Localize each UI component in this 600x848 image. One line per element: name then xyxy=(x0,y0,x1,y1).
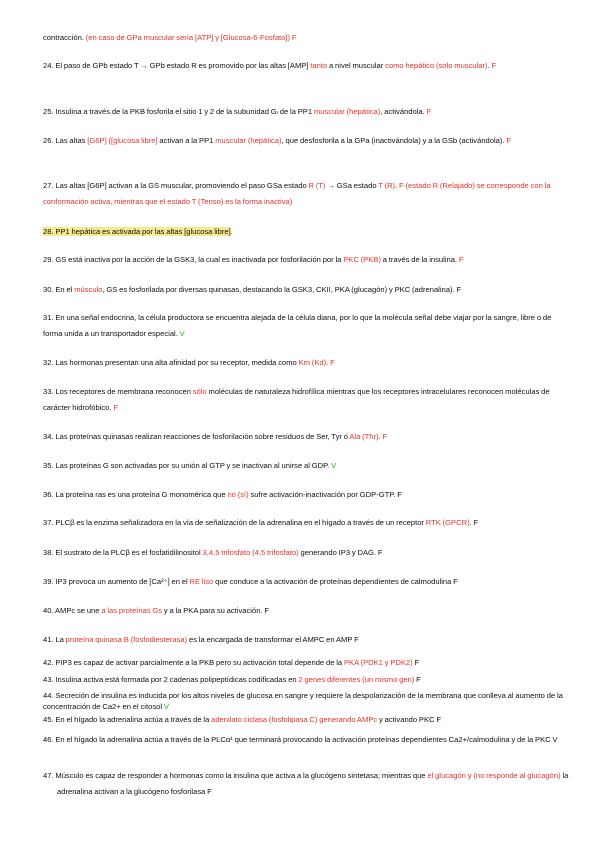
question-text: 47. Músculo es capaz de responder a hormonas como la insulina que activa a la glucógeno sintetasa; mientras que xyxy=(43,771,428,780)
correction-text: como hepático (solo muscular) xyxy=(385,61,488,70)
question-text: a nivel muscular xyxy=(327,61,386,70)
question-text: 40. AMPc se une xyxy=(43,606,102,615)
question-text: 29. GS está inactiva por la acción de la GSK3, la cual es inactivada por fosforilación por la xyxy=(43,255,344,264)
correction-text: a las proteínas Gs xyxy=(101,606,163,615)
correction-text: F xyxy=(113,402,118,412)
question-text: 43. Insulina activa está formada por 2 cadenas polipeptídicas codificadas en xyxy=(43,675,299,684)
question-text: 39. IP3 provoca un aumento de [Ca²⁺] en el xyxy=(43,577,190,586)
question-text: y a la PKA para su activación. F xyxy=(162,606,269,615)
correction-text: Ala (Thr) xyxy=(349,432,379,441)
question-q47 xyxy=(43,768,577,799)
question-q42 xyxy=(43,655,563,671)
question-q33 xyxy=(43,384,563,415)
question-q46 xyxy=(43,732,563,748)
question-text: . xyxy=(395,181,400,190)
question-q39 xyxy=(43,574,563,590)
correction-text: F xyxy=(330,358,335,367)
question-text: es la encargada de transformar el AMPC en AMP F xyxy=(187,635,359,644)
question-q27 xyxy=(43,178,563,209)
question-q32 xyxy=(43,355,563,371)
correction-text: Km (Kd) xyxy=(298,358,327,367)
question-text: a través de la insulina. xyxy=(380,255,459,264)
true-mark: V xyxy=(163,702,169,711)
question-text: 44. Secreción de insulina es inducida por los altos niveles de glucosa en sangre y requiere la despolarización de la membrana que conlleva al aumento de la concentración de Ca2+ en el citosol xyxy=(43,691,563,711)
question-q43 xyxy=(43,672,563,688)
question-text: 33. Los receptores de membrana reconocen xyxy=(43,387,193,396)
question-text: y activando PKC F xyxy=(377,715,441,724)
correction-text: F xyxy=(382,432,388,441)
question-q45 xyxy=(43,712,563,728)
question-text: 34. Las proteínas quinasas realizan reacciones de fosforilación sobre residuos de Ser, Tyr ó xyxy=(43,432,350,441)
correction-text: (en caso de GPa muscular sería [ATP] y [Glucosa-6-Fosfato]) xyxy=(85,33,291,42)
question-text: que conduce a la activación de proteínas dependientes de calmodulina F xyxy=(213,577,458,586)
question-text: 24. El paso de GPb estado T → GPb estado R es promovido por las altas [AMP] xyxy=(43,61,311,70)
question-q44 xyxy=(43,690,563,712)
question-q41 xyxy=(43,632,563,648)
question-text: 26. Las altas xyxy=(43,136,88,145)
question-text: la adrenalina activan a la glucógeno fosforilasa F xyxy=(57,771,569,796)
question-q30 xyxy=(43,282,563,298)
question-q31 xyxy=(43,310,563,341)
correction-text: no (sí) xyxy=(227,490,249,499)
question-text: 45. En el hígado la adrenalina actúa a través de la xyxy=(43,715,212,724)
correction-text: muscular (hepática) xyxy=(215,136,282,145)
correction-text: F xyxy=(426,107,432,116)
question-text: 35. Las proteínas G son activadas por su unión al GTP y se inactivan al unirse al GDP. xyxy=(43,461,332,470)
question-text: , GS es fosforilada por diversas quinasas, destacando la GSK3, CKII, PKA (glucagón) y PKC (adrenalina). F xyxy=(102,285,462,294)
correction-text: [G6P] ([glucosa libre] xyxy=(87,136,158,145)
question-q25 xyxy=(43,104,563,120)
question-text: . xyxy=(326,358,331,367)
correction-text: F (estado R (Relajado) se corresponde con la conformación activa, mientras que el estado T (Tenso) es la forma inactiva) xyxy=(43,181,551,206)
correction-text: R (T) xyxy=(308,181,326,190)
question-q35 xyxy=(43,458,563,474)
correction-text: PKC (PKB) xyxy=(343,255,381,264)
question-text: sufre activación-inactivación por GDP-GTP. F xyxy=(248,490,402,499)
question-text: contracción. xyxy=(43,33,86,42)
question-text: 31. En una señal endocrina, la célula productora se encuentra alejada de la célula diana, por lo que la molécula señal debe viajar por la sangre, libre o de forma unida a un transportador especial. xyxy=(43,313,552,338)
question-text: activan a la PP1 xyxy=(157,136,216,145)
correction-text: muscular (hepática) xyxy=(313,107,381,116)
question-text: , activándola. xyxy=(380,107,427,116)
correction-text: PKA (PDK1 y PDK2) xyxy=(343,658,413,667)
correction-text: F xyxy=(491,61,497,70)
question-q26 xyxy=(43,133,563,149)
correction-text: F xyxy=(458,255,464,264)
correction-text: sólo xyxy=(192,387,207,396)
question-q38 xyxy=(43,545,563,561)
correction-text: músculo xyxy=(74,285,103,294)
question-text: 25. Insulina a través de la PKB fosforila el sitio 1 y 2 de la subunidad Gₗ de la PP1 xyxy=(43,107,314,116)
question-text: moléculas de naturaleza hidrofílica mientras que los receptores intracelulares reconocen moléculas de carácter hidrofóbico. xyxy=(43,387,550,412)
correction-text: F xyxy=(290,33,297,42)
question-text: . F xyxy=(469,518,479,527)
question-text: 36. La proteína ras es una proteína G monomérica que xyxy=(43,490,228,499)
question-q28 xyxy=(43,224,563,240)
question-text: 32. Las hormonas presentan una alta afinidad por su receptor, medida como xyxy=(43,358,299,367)
question-text: . xyxy=(230,227,233,236)
question-text: 41. La xyxy=(43,635,66,644)
question-text: generando IP3 y DAG. F xyxy=(298,548,383,557)
question-text: 38. El sustrato de la PLCβ es el fosfatidilinositol xyxy=(43,548,203,557)
correction-text: RTK (GPCR) xyxy=(425,518,470,527)
question-text: F xyxy=(414,675,421,684)
correction-text: proteína quinasa B (fosfodiesterasa) xyxy=(65,635,188,644)
correction-text: tanto xyxy=(310,61,328,70)
correction-text: 3,4,5 trifosfato (4,5 trifosfato) xyxy=(202,548,299,557)
question-text: F xyxy=(412,658,420,667)
question-q29 xyxy=(43,252,563,268)
question-text: → GSa estado xyxy=(325,181,379,190)
question-text: , que desfosforila a la GPa (inactivándola) y a la GSb (activándola). xyxy=(281,136,507,145)
question-text: . xyxy=(378,432,383,441)
question-q37 xyxy=(43,515,563,531)
question-q36 xyxy=(43,487,563,503)
question-text: 30. En el xyxy=(43,285,75,294)
question-q34 xyxy=(43,429,563,445)
true-mark: V xyxy=(179,328,185,338)
question-text: 46. En el hígado la adrenalina actúa a través de la PLCα¹ que terminará provocando la activación proteínas dependientes Ca2+/calmodulina y de la PKC V xyxy=(43,735,558,744)
correction-text: F xyxy=(506,136,511,145)
question-text: 37. PLCβ es la enzima señalizadora en la vía de señalización de la adrenalina en el hígado a través de un receptor xyxy=(43,518,426,527)
highlighted-text: 28. PP1 hepática es activada por las altas [glucosa libre] xyxy=(43,227,231,236)
correction-text: T (R) xyxy=(378,181,396,190)
correction-text: RE liso xyxy=(189,577,214,586)
question-q40 xyxy=(43,603,563,619)
question-q24 xyxy=(43,58,563,74)
question-text: 42. PIP3 es capaz de activar parcialmente a la PKB pero su activación total depende de la xyxy=(43,658,344,667)
question-q23-cont xyxy=(43,30,563,46)
question-text: 27. Las altas [G6P] activan a la GS muscular, promoviendo el paso GSa estado xyxy=(43,181,309,190)
question-text: . xyxy=(487,61,492,70)
correction-text: 2 genes diferentes (un mismo gen) xyxy=(298,675,415,684)
correction-text: adenilato ciclasa (fosfolipasa C) generando AMPc xyxy=(211,715,378,724)
correction-text: el glucagón y (no responde al glucagón) xyxy=(427,771,561,780)
true-mark: V xyxy=(331,461,337,470)
